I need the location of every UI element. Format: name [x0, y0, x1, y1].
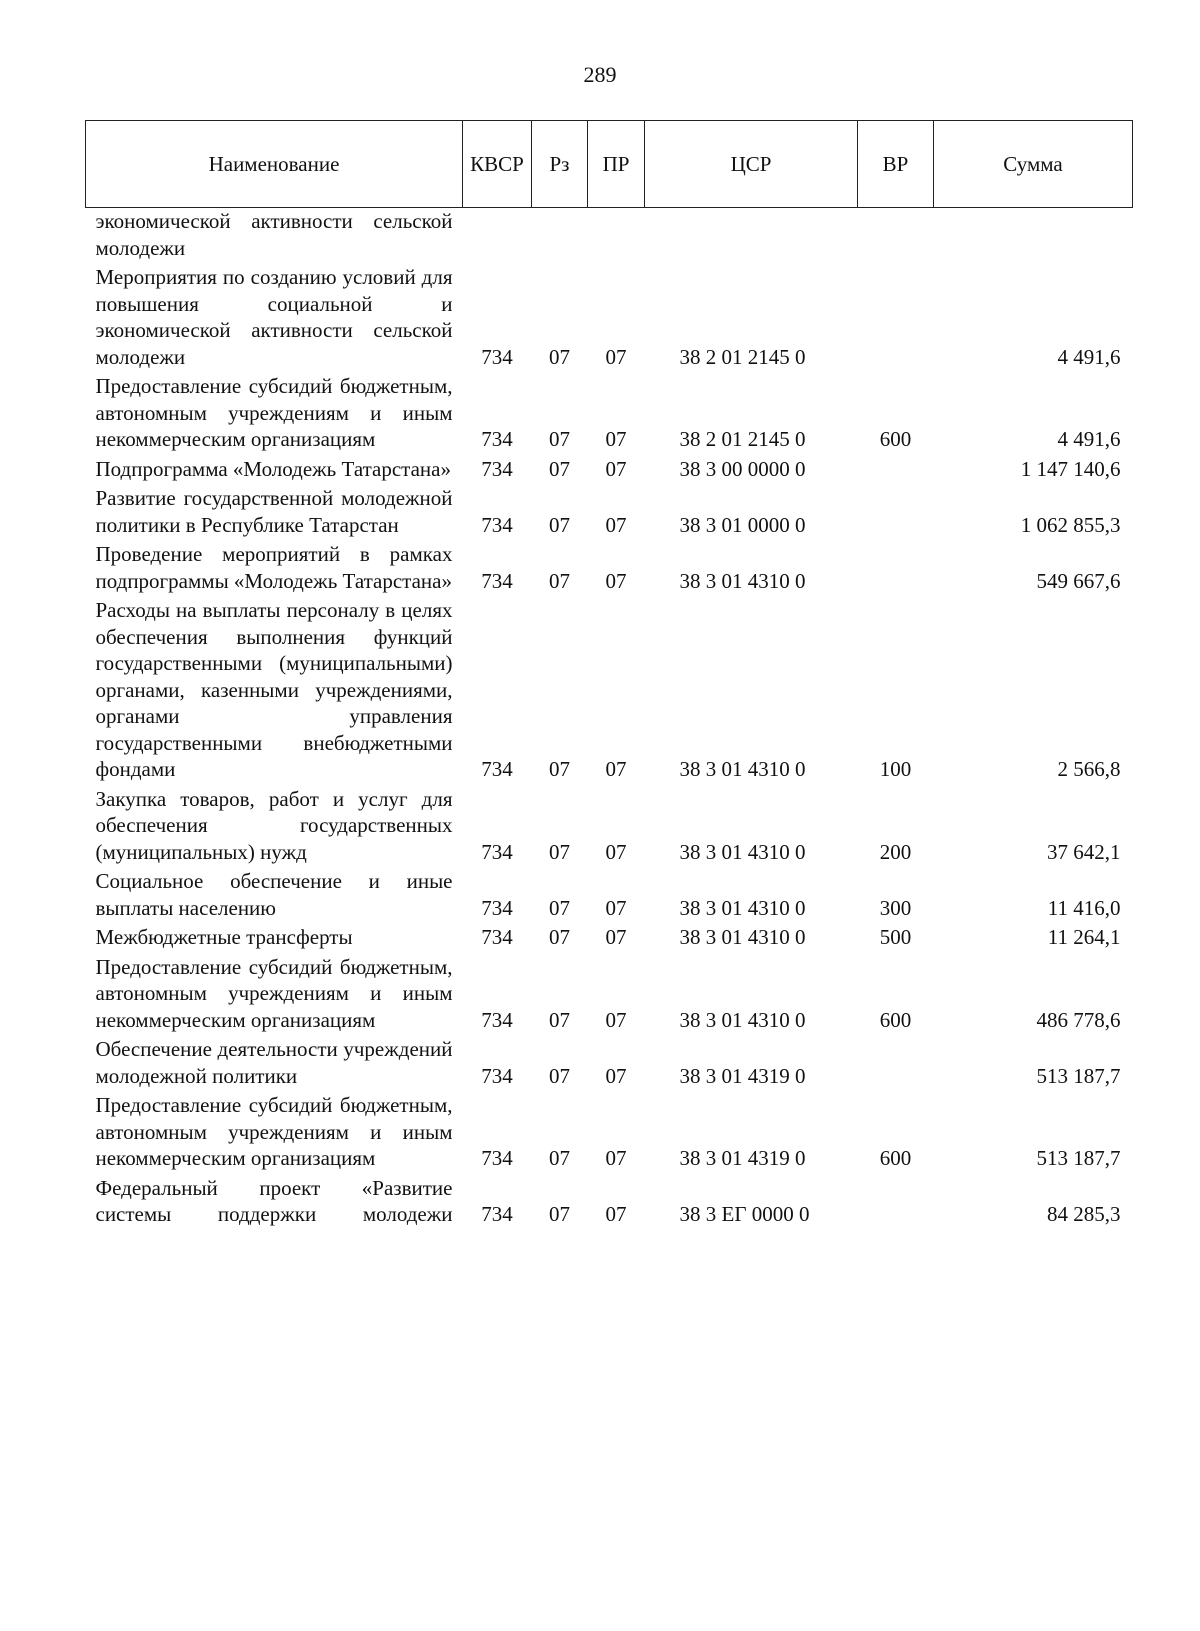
row-rz: 07: [549, 757, 570, 781]
column-header-pr: ПР: [588, 121, 645, 208]
page-number: 289: [583, 62, 617, 87]
row-rz: [532, 208, 588, 262]
row-csr: 38 3 01 4310 0: [679, 925, 806, 949]
row-pr: 07: [605, 1007, 627, 1032]
table-row: [86, 1172, 1133, 1228]
row-kvsr: 734: [481, 1202, 513, 1226]
row-sum: 4 491,6: [1057, 427, 1121, 451]
row-kvsr: 734: [481, 1063, 513, 1088]
row-vr: [858, 1172, 934, 1228]
row-kvsr: [463, 208, 532, 262]
row-vr: 600: [879, 427, 912, 451]
table-row: [86, 261, 1133, 370]
row-vr: [858, 1033, 934, 1089]
row-csr: 38 3 01 4310 0: [679, 568, 806, 593]
row-kvsr: 734: [481, 757, 513, 781]
row-csr: 38 3 01 4319 0: [679, 1063, 806, 1088]
table-row: [86, 453, 1133, 483]
budget-table: [85, 120, 1133, 1228]
row-name: Расходы на выплаты персоналу в целях обеспечения выполнения функций государственными (муниципальными) органами, казенными учреждениями, органами управления государственными внебюджетными фондами: [95, 598, 453, 781]
row-pr: 07: [605, 427, 627, 451]
row-csr: 38 3 01 4310 0: [679, 895, 806, 920]
row-vr: 600: [879, 1146, 912, 1170]
row-csr: 38 2 01 2145 0: [679, 427, 806, 451]
row-kvsr: 734: [481, 427, 513, 451]
row-pr: 07: [605, 344, 627, 369]
row-pr: 07: [605, 512, 627, 537]
row-csr: 38 3 01 0000 0: [679, 512, 806, 537]
row-pr: 07: [605, 456, 627, 481]
row-csr: 38 3 01 4310 0: [679, 1007, 806, 1032]
row-pr: 07: [605, 568, 627, 593]
row-name: Мероприятия по созданию условий для повышения социальной и экономической активности сельской молодежи: [95, 265, 453, 369]
row-sum: 84 285,3: [1047, 1202, 1121, 1226]
row-rz: 07: [549, 1063, 570, 1088]
row-name: экономической активности сельской молодежи: [95, 209, 453, 260]
row-name: Предоставление субсидий бюджетным, автономным учреждениям и иным некоммерческим организациям: [95, 954, 453, 1032]
row-kvsr: 734: [481, 344, 513, 369]
row-kvsr: 734: [481, 512, 513, 537]
row-pr: [588, 208, 645, 262]
row-sum: 11 416,0: [1047, 895, 1121, 920]
row-rz: 07: [549, 344, 570, 369]
table-row: [86, 594, 1133, 783]
row-vr: [858, 208, 934, 262]
table-row: [86, 538, 1133, 594]
row-name: Закупка товаров, работ и услуг для обеспечения государственных (муниципальных) нужд: [95, 786, 453, 864]
row-sum: 513 187,7: [1036, 1146, 1121, 1170]
row-vr: [858, 261, 934, 370]
table-header-row: [86, 121, 1133, 208]
table-row: [86, 783, 1133, 866]
row-kvsr: 734: [481, 1146, 513, 1170]
row-sum: 37 642,1: [1047, 839, 1121, 864]
row-name: Социальное обеспечение и иные выплаты населению: [95, 869, 453, 920]
row-name: Предоставление субсидий бюджетным, автономным учреждениям и иным некоммерческим организациям: [95, 1093, 453, 1170]
row-csr: 38 3 01 4310 0: [679, 839, 806, 864]
row-sum: 486 778,6: [1036, 1007, 1121, 1032]
row-rz: 07: [549, 925, 570, 949]
row-vr: 300: [879, 895, 912, 920]
row-name: Развитие государственной молодежной политики в Республике Татарстан: [95, 486, 453, 537]
column-header-rz: Рз: [532, 121, 588, 208]
row-pr: 07: [605, 839, 627, 864]
row-sum: 1 062 855,3: [1020, 512, 1121, 537]
row-rz: 07: [549, 1146, 570, 1170]
row-name: Федеральный проект «Развитие системы поддержки молодежи: [95, 1175, 453, 1226]
row-vr: [858, 482, 934, 538]
row-name: Проведение мероприятий в рамках подпрограммы «Молодежь Татарстана»: [95, 542, 453, 593]
table-row: [86, 370, 1133, 453]
table-row: [86, 1089, 1133, 1172]
row-vr: 600: [879, 1007, 912, 1032]
column-header-vr: ВР: [858, 121, 934, 208]
row-rz: 07: [549, 895, 570, 920]
table-row: [86, 208, 1133, 262]
row-csr: 38 3 00 0000 0: [679, 456, 806, 481]
row-name: Обеспечение деятельности учреждений молодежной политики: [95, 1037, 453, 1088]
column-header-csr: ЦСР: [645, 121, 858, 208]
row-vr: 200: [879, 839, 912, 864]
row-vr: 500: [879, 925, 912, 949]
row-kvsr: 734: [481, 839, 513, 864]
row-rz: 07: [549, 427, 570, 451]
row-vr: 100: [879, 757, 912, 781]
row-csr: 38 3 ЕГ 0000 0: [679, 1202, 810, 1226]
row-sum: 11 264,1: [1047, 925, 1121, 949]
row-pr: 07: [605, 1063, 627, 1088]
row-kvsr: 734: [481, 456, 513, 481]
row-rz: 07: [549, 839, 570, 864]
row-kvsr: 734: [481, 568, 513, 593]
row-sum: [934, 208, 1133, 262]
row-csr: 38 2 01 2145 0: [679, 344, 806, 369]
row-sum: 1 147 140,6: [1020, 456, 1121, 481]
row-kvsr: 734: [481, 1007, 513, 1032]
row-name: Межбюджетные трансферты: [95, 925, 353, 949]
row-rz: 07: [549, 456, 570, 481]
row-rz: 07: [549, 568, 570, 593]
table-row: [86, 921, 1133, 951]
row-name: Предоставление субсидий бюджетным, автономным учреждениям и иным некоммерческим организациям: [95, 374, 453, 451]
row-csr: 38 3 01 4319 0: [679, 1146, 806, 1170]
row-vr: [858, 538, 934, 594]
row-pr: 07: [605, 925, 627, 949]
row-pr: 07: [605, 1146, 627, 1170]
row-kvsr: 734: [481, 895, 513, 920]
row-vr: [858, 453, 934, 483]
row-kvsr: 734: [481, 925, 513, 949]
row-sum: 513 187,7: [1036, 1063, 1121, 1088]
row-sum: 4 491,6: [1057, 344, 1121, 369]
row-pr: 07: [605, 895, 627, 920]
row-sum: 2 566,8: [1057, 757, 1121, 781]
row-rz: 07: [549, 1007, 570, 1032]
row-rz: 07: [549, 1202, 570, 1226]
table-row: [86, 1033, 1133, 1089]
table-row: [86, 951, 1133, 1034]
column-header-name: Наименование: [86, 121, 463, 208]
row-pr: 07: [605, 1202, 627, 1226]
row-pr: 07: [605, 757, 627, 781]
table-row: [86, 865, 1133, 921]
column-header-kvsr: КВСР: [463, 121, 532, 208]
table-row: [86, 482, 1133, 538]
column-header-sum: Сумма: [934, 121, 1133, 208]
row-sum: 549 667,6: [1036, 568, 1121, 593]
row-rz: 07: [549, 512, 570, 537]
row-name: Подпрограмма «Молодежь Татарстана»: [95, 456, 451, 481]
row-csr: [645, 208, 858, 262]
row-csr: 38 3 01 4310 0: [679, 757, 806, 781]
